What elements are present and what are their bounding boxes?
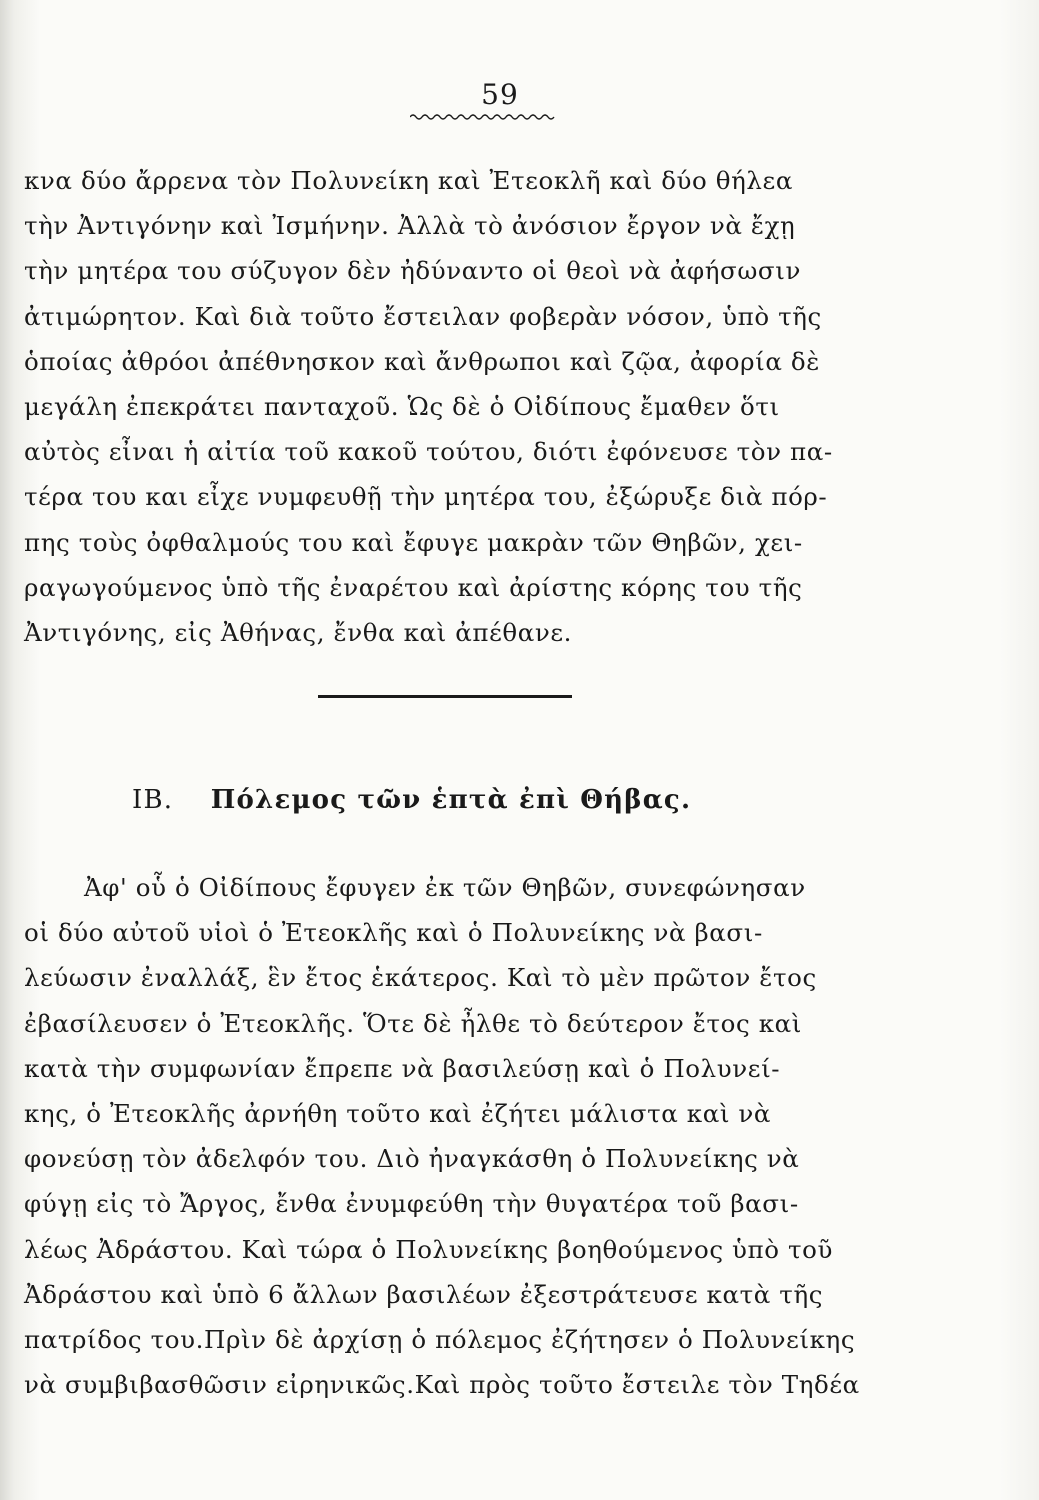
page-number: 59 — [481, 78, 519, 111]
paragraph-seven-against-thebes — [24, 865, 1024, 1407]
text-line: λέως Ἀδράστου. Καὶ τώρα ὁ Πολυνείκης βοηθούμενος ὑπὸ τοῦ — [24, 1234, 833, 1264]
text-line: τὴν Ἀντιγόνην καὶ Ἰσμήνην. Ἀλλὰ τὸ ἀνόσιον ἔργον νὰ ἔχῃ — [24, 211, 796, 241]
section-heading — [132, 785, 691, 815]
text-line: κνα δύο ἄρρενα τὸν Πολυνείκη καὶ Ἐτεοκλῆ καὶ δύο θήλεα — [24, 166, 793, 195]
text-line: ραγωγούμενος ὑπὸ τῆς ἐναρέτου καὶ ἀρίστης κόρης του τῆς — [24, 572, 803, 602]
text-line: οἱ δύο αὐτοῦ υἱοὶ ὁ Ἐτεοκλῆς καὶ ὁ Πολυνείκης νὰ βασι- — [24, 918, 763, 948]
text-line: νὰ συμβιβασθῶσιν εἰρηνικῶς.Καὶ πρὸς τοῦτο ἔστειλε τὸν Τηδέα — [24, 1370, 860, 1400]
text-line: Ἀφ' οὗ ὁ Οἰδίπους ἔφυγεν ἐκ τῶν Θηβῶν, συνεφώνησαν — [84, 873, 806, 902]
text-line: Ἀδράστου καὶ ὑπὸ 6 ἄλλων βασιλέων ἐξεστράτευσε κατὰ τῆς — [24, 1279, 824, 1309]
text-line: πατρίδος του.Πρὶν δὲ ἀρχίσῃ ὁ πόλεμος ἐζήτησεν ὁ Πολυνείκης — [24, 1324, 856, 1354]
text-line: τὴν μητέρα του σύζυγον δὲν ἠδύναντο οἱ θεοὶ νὰ ἀφήσωσιν — [24, 256, 801, 286]
text-line: λεύωσιν ἐναλλάξ, ἓν ἔτος ἑκάτερος. Καὶ τὸ μὲν πρῶτον ἔτος — [24, 963, 817, 993]
text-line: Ἀντιγόνης, εἰς Ἀθήνας, ἔνθα καὶ ἀπέθανε. — [24, 617, 573, 647]
text-line: τέρα του και εἶχε νυμφευθῇ τὴν μητέρα του, ἐξώρυξε διὰ πόρ- — [24, 482, 828, 512]
text-line: φονεύσῃ τὸν ἀδελφόν του. Διὸ ἠναγκάσθη ὁ Πολυνείκης νὰ — [24, 1144, 800, 1174]
text-line: ὁποίας ἀθρόοι ἀπέθνησκον καὶ ἄνθρωποι καὶ ζῷα, ἀφορία δὲ — [24, 346, 820, 376]
section-divider — [318, 695, 572, 698]
page-number-underline — [410, 112, 555, 122]
text-line: κης, ὁ Ἐτεοκλῆς ἀρνήθη τοῦτο καὶ ἐζήτει μάλιστα καὶ νὰ — [24, 1098, 772, 1128]
text-line: ἀτιμώρητον. Καὶ διὰ τοῦτο ἔστειλαν φοβερὰν νόσον, ὑπὸ τῆς — [24, 301, 822, 331]
paragraph-oedipus-end — [24, 158, 1024, 655]
section-title: Πόλεμος τῶν ἑπτὰ ἐπὶ Θήβας. — [210, 785, 692, 815]
text-line: αὐτὸς εἶναι ἡ αἰτία τοῦ κακοῦ τούτου, διότι ἐφόνευσε τὸν πα- — [24, 437, 833, 467]
text-line: κατὰ τὴν συμφωνίαν ἔπρεπε νὰ βασιλεύσῃ καὶ ὁ Πολυνεί- — [24, 1053, 781, 1083]
section-number: ΙΒ. — [132, 785, 174, 815]
text-line: μεγάλη ἐπεκράτει πανταχοῦ. Ὡς δὲ ὁ Οἰδίπους ἔμαθεν ὅτι — [24, 391, 780, 421]
text-line: φύγῃ εἰς τὸ Ἄργος, ἔνθα ἐνυμφεύθη τὴν θυγατέρα τοῦ βασι- — [24, 1189, 799, 1219]
text-line: πης τοὺς ὀφθαλμούς του καὶ ἔφυγε μακρὰν τῶν Θηβῶν, χει- — [24, 527, 803, 557]
text-line: ἐβασίλευσεν ὁ Ἐτεοκλῆς. Ὅτε δὲ ἦλθε τὸ δεύτερον ἔτος καὶ — [24, 1008, 802, 1038]
